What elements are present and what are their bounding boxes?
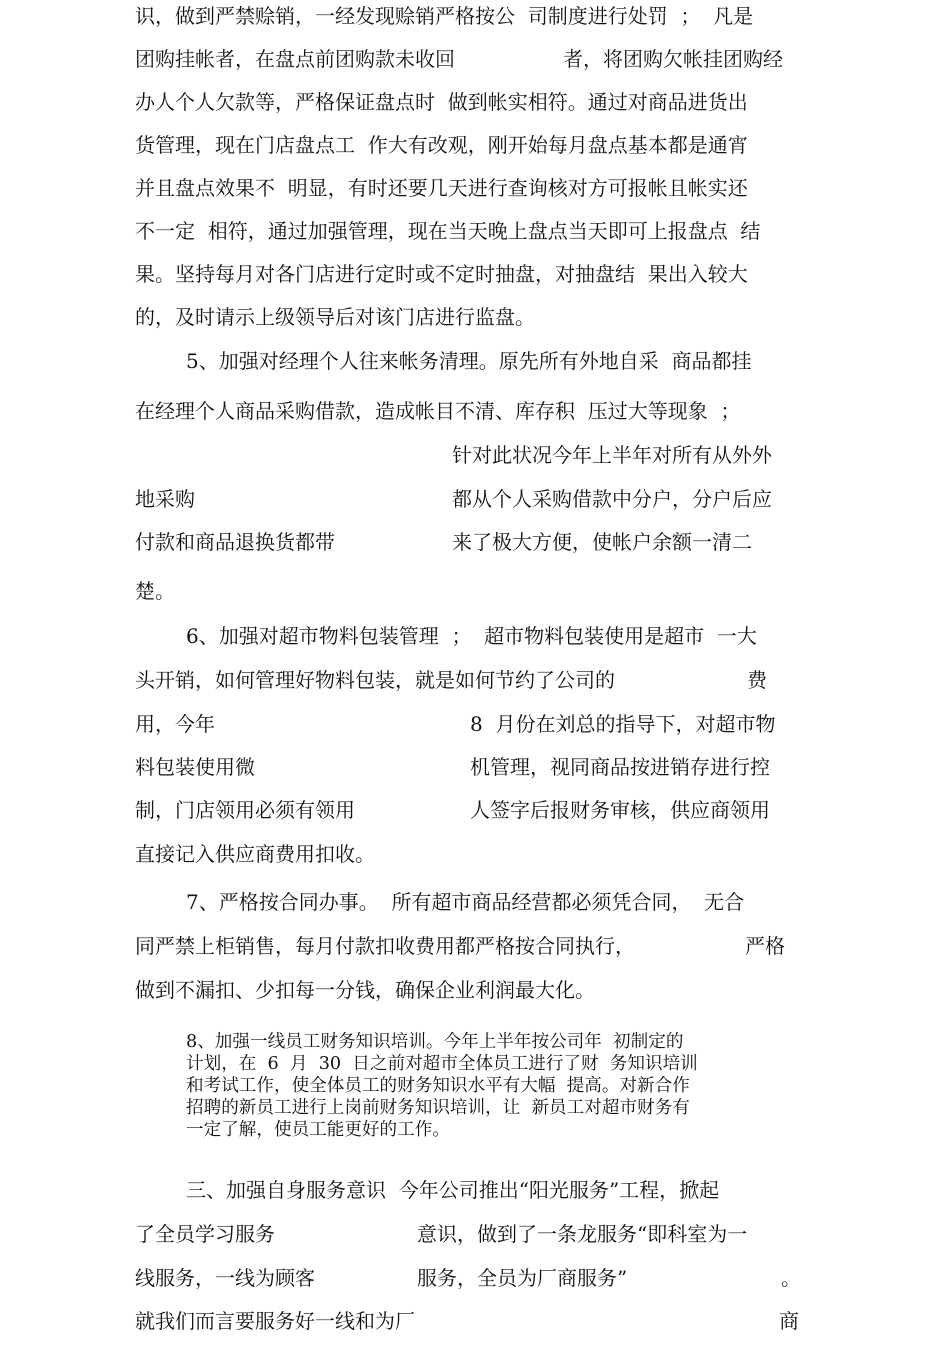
- text-line: 团购挂帐者，在盘点前团购款未收回: [135, 47, 455, 71]
- text-line: 料包装使用微: [135, 755, 255, 779]
- text-line: 地采购: [135, 487, 195, 511]
- text-line: 8 月份在刘总的指导下，对超市物: [470, 712, 776, 736]
- text-line: 制，门店领用必须有领用: [135, 798, 355, 822]
- text-line: 机管理，视同商品按进销存进行控: [470, 755, 770, 779]
- text-line: 办人个人欠款等，严格保证盘点时 做到帐实相符。通过对商品进货出: [135, 90, 748, 114]
- text-line: 6、加强对超市物料包装管理 ； 超市物料包装使用是超市 一大: [186, 624, 757, 648]
- text-line: 来了极大方便，使帐户余额一清二: [452, 530, 752, 554]
- text-line: 都从个人采购借款中分户，分户后应: [452, 487, 772, 511]
- text-line: 招聘的新员工进行上岗前财务知识培训，让 新员工对超市财务有: [186, 1098, 690, 1118]
- text-line: 同严禁上柜销售，每月付款扣收费用都严格按合同执行，: [135, 934, 635, 958]
- text-line: 货管理，现在门店盘点工 作大有改观，刚开始每月盘点基本都是通宵: [135, 133, 748, 157]
- text-line: 果。坚持每月对各门店进行定时或不定时抽盘，对抽盘结 果出入较大: [135, 262, 748, 286]
- text-line: 7、严格按合同办事。 所有超市商品经营都必须凭合同， 无合: [186, 890, 745, 914]
- text-line: 了全员学习服务: [135, 1222, 275, 1246]
- text-line: 针对此状况今年上半年对所有从外外: [452, 443, 772, 467]
- text-line: 就我们而言要服务好一线和为厂: [135, 1309, 415, 1333]
- text-line: 8、加强一线员工财务知识培训。今年上半年按公司年 初制定的: [186, 1032, 684, 1052]
- text-line: 做到不漏扣、少扣每一分钱，确保企业利润最大化。: [135, 978, 595, 1002]
- text-line: 头开销，如何管理好物料包装，就是如何节约了公司的: [135, 668, 615, 692]
- text-line: 三、加强自身服务意识 今年公司推出“阳光服务”工程，掀起: [186, 1178, 720, 1202]
- text-line: 一定了解，使员工能更好的工作。: [186, 1120, 450, 1140]
- text-line: 线服务，一线为顾客: [135, 1266, 315, 1290]
- text-line: 。: [781, 1266, 801, 1290]
- text-line: 费: [747, 668, 767, 692]
- text-line: 不一定 相符，通过加强管理，现在当天晚上盘点当天即可上报盘点 结: [135, 219, 761, 243]
- text-line: 5、加强对经理个人往来帐务清理。原先所有外地自采 商品都挂: [186, 349, 752, 373]
- text-line: 用，今年: [135, 712, 215, 736]
- text-line: 计划，在 6 月 30 日之前对超市全体员工进行了财 务知识培训: [186, 1054, 698, 1074]
- text-line: 的，及时请示上级领导后对该门店进行监盘。: [135, 305, 535, 329]
- text-line: 付款和商品退换货都带: [135, 530, 335, 554]
- text-line: 并且盘点效果不 明显，有时还要几天进行查询核对方可报帐且帐实还: [135, 176, 748, 200]
- text-line: 和考试工作，使全体员工的财务知识水平有大幅 提高。对新合作: [186, 1076, 690, 1096]
- text-line: 识，做到严禁赊销，一经发现赊销严格按公 司制度进行处罚 ； 凡是: [135, 4, 754, 28]
- text-line: 商: [779, 1309, 799, 1333]
- text-line: 直接记入供应商费用扣收。: [135, 842, 375, 866]
- text-line: 意识，做到了一条龙服务“即科室为一: [417, 1222, 748, 1246]
- text-line: 人签字后报财务审核，供应商领用: [470, 798, 770, 822]
- text-line: 在经理个人商品采购借款，造成帐目不清、库存积 压过大等现象 ；: [135, 399, 741, 423]
- text-line: 者，将团购欠帐挂团购经: [563, 47, 783, 71]
- text-line: 楚。: [135, 579, 175, 603]
- text-line: 严格: [745, 934, 785, 958]
- text-line: 服务，全员为厂商服务”: [417, 1266, 628, 1290]
